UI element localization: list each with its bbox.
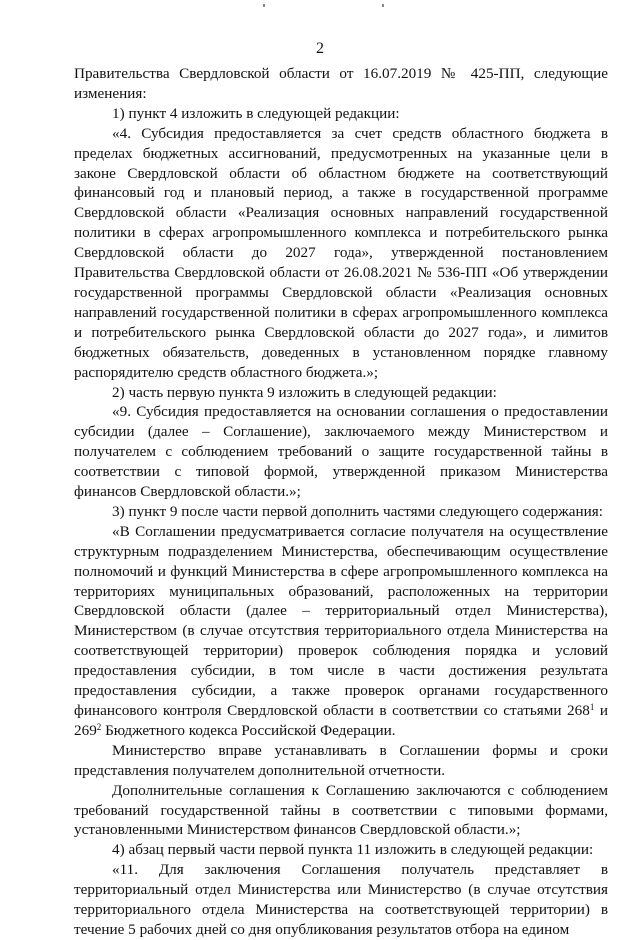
article-268: 268 [567, 702, 590, 719]
article-269: 269 [74, 721, 97, 739]
paragraph-item-2: 2) часть первую пункта 9 изложить в следующей редакции: [112, 383, 497, 401]
article-269-superscript: 2 [96, 721, 102, 732]
scan-mark [382, 4, 384, 7]
budget-code-reference: Бюджетного кодекса Российской Федерации. [101, 721, 396, 739]
scan-mark [263, 4, 265, 7]
paragraph-intro: Правительства Свердловской области от 16.07.2019 № 425-ПП, следующие изменения: [74, 65, 608, 102]
article-268-superscript: 1 [589, 702, 595, 712]
paragraph-clause-4: «4. Субсидия предоставляется за счет средств областного бюджета в пределах бюджетных ассигнований, предусмотренных на указанные цели в законе Свердловской области об областном бюджете на соответствующий финансовый год и плановый период, а также в государственной программе Свердловской области «Реализация основных направлений государственной политики в сферах агропромышленного комплекса и потребительского рынка Свердловской области до 2027 года», утвержденной постановлением Правительства Свердловской области от 26.08.2021 № 536-ПП «Об утверждении государственной программы Свердловской области «Реализация основных направлений государственной политики в сферах агропромышленного комплекса и потребительского рынка Свердловской области до 2027 года», и лимитов бюджетных обязательств, доведенных в установленном порядке главному распорядителю средств областного бюджета.»; [74, 124, 608, 381]
page-number: 2 [316, 40, 324, 57]
conjunction: и [594, 702, 608, 719]
paragraph-agreement-consent [74, 522, 608, 741]
paragraph-reporting: Министерство вправе устанавливать в Соглашении формы и сроки представления получателем дополнительной отчетности. [74, 741, 608, 779]
document-body [74, 64, 608, 940]
paragraph-agreement-consent-text: «В Соглашении предусматривается согласие получателя на осуществление структурным подразделением Министерства, обеспечивающим осуществление полномочий и функций Министерства в сфере агропромышленного комплекса на территориях муниципальных образований, расположенных на территории Свердловской области (далее – территориальный отдел Министерства), Министерством (в случае отсутствия территориального отдела Министерства на соответствующей территории) проверок соблюдения порядка и условий предоставления субсидии, в том числе в части достижения результата предоставления субсидии, а также проверок органами государственного финансового контроля Свердловской области в соответствии со статьями [74, 522, 608, 719]
paragraph-item-1: 1) пункт 4 изложить в следующей редакции: [112, 104, 400, 122]
paragraph-item-3: 3) пункт 9 после части первой дополнить частями следующего содержания: [112, 502, 603, 520]
paragraph-clause-9: «9. Субсидия предоставляется на основании соглашения о предоставлении субсидии (далее – Соглашение), заключаемого между Министерством и получателем с соблюдением требований о защите государственной тайны в соответствии с типовой формой, утвержденной приказом Министерства финансов Свердловской области.»; [74, 403, 608, 501]
paragraph-additional-agreements: Дополнительные соглашения к Соглашению заключаются с соблюдением требований государственной тайны в соответствии с типовыми формами, установленными Министерством финансов Свердловской области.»; [74, 781, 608, 839]
paragraph-item-4: 4) абзац первый части первой пункта 11 изложить в следующей редакции: [112, 841, 594, 859]
paragraph-clause-11: «11. Для заключения Соглашения получатель представляет в территориальный отдел Министерства или Министерство (в случае отсутствия территориального отдела Министерства на соответствующей территории) в течение 5 рабочих дней со дня опубликования результатов отбора на едином [74, 861, 608, 938]
